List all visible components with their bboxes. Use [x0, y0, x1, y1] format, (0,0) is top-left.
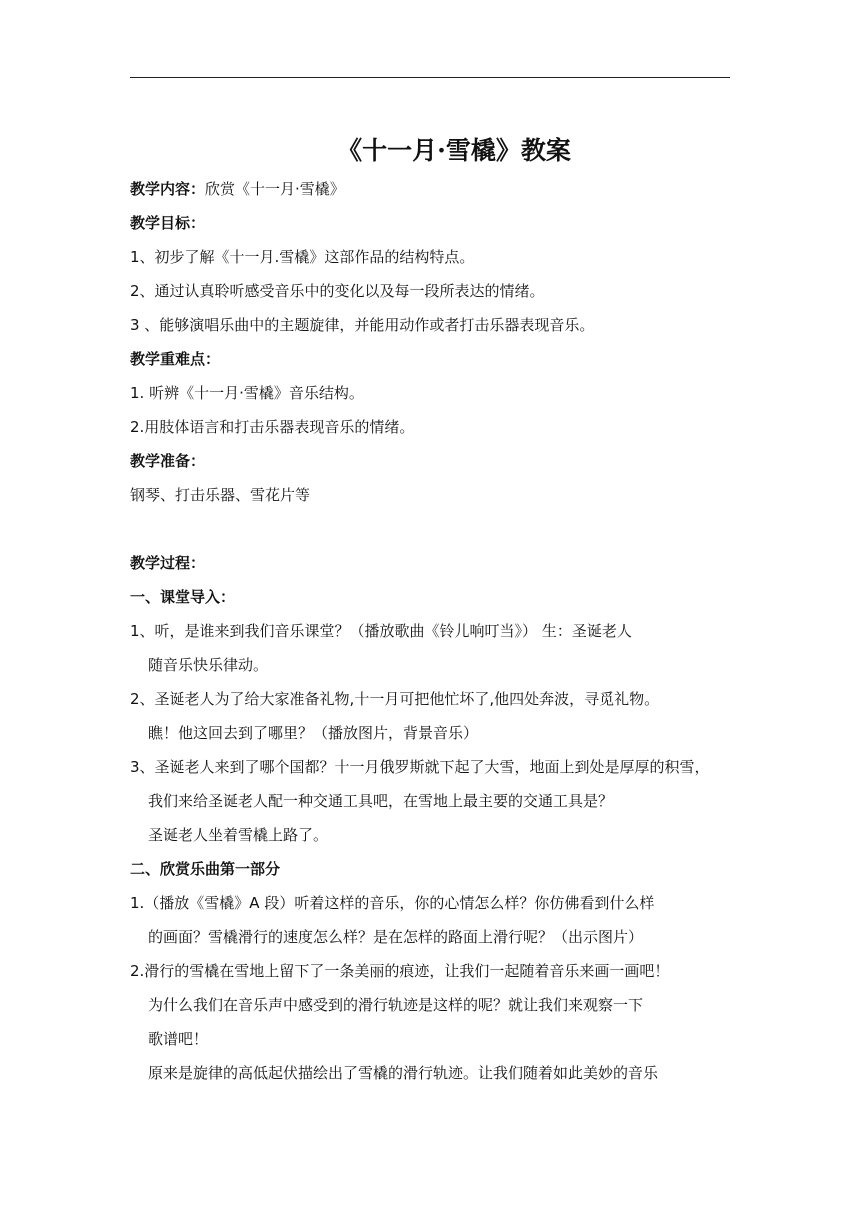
section2-heading: 二、欣赏乐曲第一部分	[130, 860, 281, 878]
section1-line: 1、听，是谁来到我们音乐课堂？（播放歌曲《铃儿响叮当》） 生：圣诞老人	[130, 622, 632, 640]
section1-line: 我们来给圣诞老人配一种交通工具吧，在雪地上最主要的交通工具是？	[148, 792, 614, 810]
header-rule	[130, 77, 730, 78]
section1-line: 3、圣诞老人来到了哪个国都？十一月俄罗斯就下起了大雪，地面上到处是厚厚的积雪，	[130, 758, 710, 776]
section1-heading: 一、课堂导入：	[130, 588, 236, 606]
content-value: 欣赏《十一月·雪橇》	[205, 180, 345, 198]
document-body	[130, 172, 738, 1090]
objectives-heading: 教学目标：	[130, 214, 206, 232]
section1-line: 2、圣诞老人为了给大家准备礼物,十一月可把他忙坏了,他四处奔波，寻觅礼物。	[130, 690, 660, 708]
process-heading: 教学过程：	[130, 554, 206, 572]
section1-line: 瞧！他这回去到了哪里？（播放图片，背景音乐）	[148, 724, 479, 742]
section2-line: 的画面？雪橇滑行的速度怎么样？是在怎样的路面上滑行呢？（出示图片）	[148, 928, 644, 946]
section2-line: 为什么我们在音乐声中感受到的滑行轨迹是这样的呢？就让我们来观察一下	[148, 996, 644, 1014]
content-line	[130, 172, 738, 206]
section2-line: 2.滑行的雪橇在雪地上留下了一条美丽的痕迹，让我们一起随着音乐来画一画吧！	[130, 962, 670, 980]
key-point-item: 2.用肢体语言和打击乐器表现音乐的情绪。	[130, 418, 415, 436]
key-point-item: 1. 听辨《十一月·雪橇》音乐结构。	[130, 384, 364, 402]
objective-item: 3 、能够演唱乐曲中的主题旋律，并能用动作或者打击乐器表现音乐。	[130, 316, 595, 334]
key-points-heading: 教学重难点：	[130, 350, 221, 368]
document-title: 《十一月·雪橇》教案	[337, 136, 571, 165]
section1-line: 随音乐快乐律动。	[148, 656, 269, 674]
preparation-heading: 教学准备：	[130, 452, 206, 470]
section2-line: 原来是旋律的高低起伏描绘出了雪橇的滑行轨迹。让我们随着如此美妙的音乐	[148, 1064, 659, 1082]
section2-line: 1.（播放《雪橇》A 段）听着这样的音乐，你的心情怎么样？你仿佛看到什么样	[130, 894, 655, 912]
blank-line	[130, 512, 738, 546]
content-label: 教学内容：	[130, 180, 206, 198]
section2-line: 歌谱吧！	[148, 1030, 209, 1048]
section1-line: 圣诞老人坐着雪橇上路了。	[148, 826, 329, 844]
objective-item: 1、初步了解《十一月.雪橇》这部作品的结构特点。	[130, 248, 475, 266]
preparation-text: 钢琴、打击乐器、雪花片等	[130, 486, 311, 504]
objective-item: 2、通过认真聆听感受音乐中的变化以及每一段所表达的情绪。	[130, 282, 545, 300]
